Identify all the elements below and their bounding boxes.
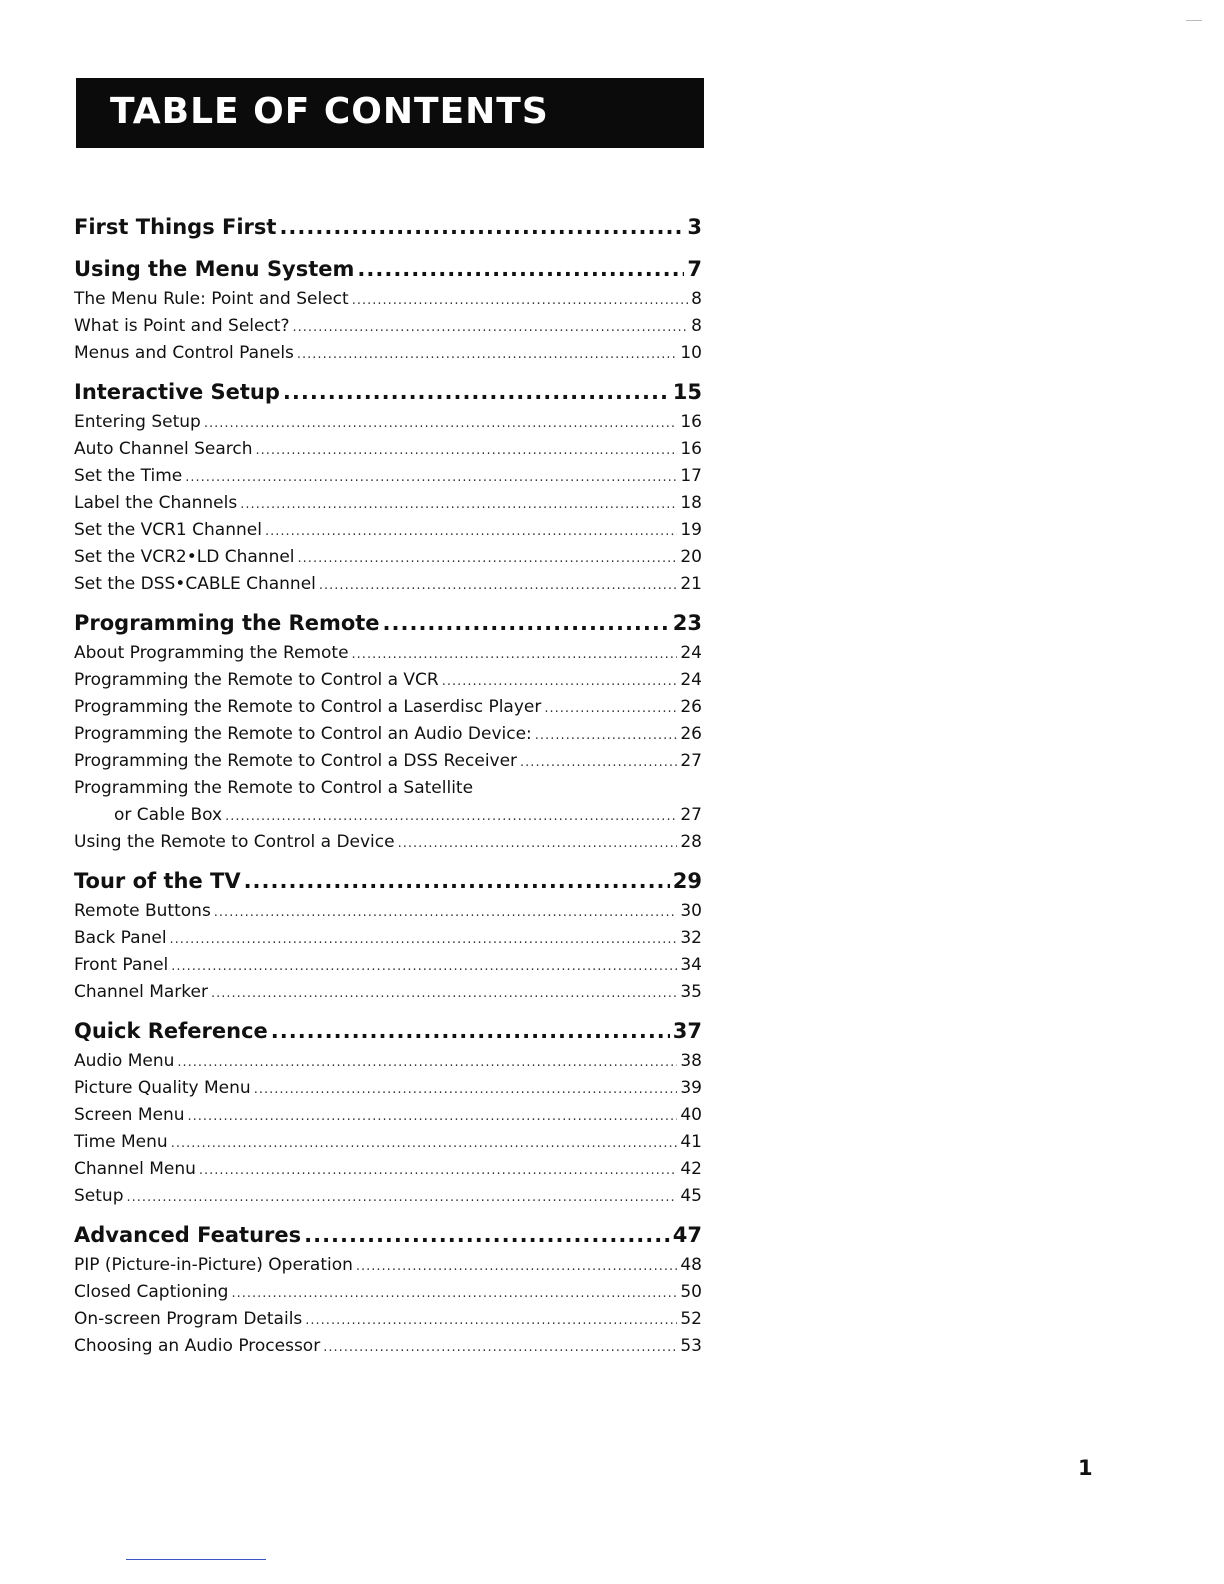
toc-section <box>74 1014 702 1210</box>
toc-section-heading[interactable] <box>74 1014 702 1048</box>
entry-page-number: 50 <box>680 1282 702 1302</box>
toc-entry[interactable] <box>74 667 702 694</box>
dot-leader <box>240 491 677 517</box>
toc-section-heading[interactable] <box>74 252 702 286</box>
dot-leader <box>126 1184 677 1210</box>
toc-entry[interactable] <box>74 898 702 925</box>
toc-section <box>74 210 702 244</box>
entry-title: Auto Channel Search <box>74 439 253 459</box>
dot-leader <box>293 314 689 340</box>
entry-title: Front Panel <box>74 955 169 975</box>
dot-leader <box>255 437 677 463</box>
entry-page-number: 45 <box>680 1186 702 1206</box>
entry-page-number: 52 <box>680 1309 702 1329</box>
entry-title: About Programming the Remote <box>74 643 349 663</box>
entry-page-number: 53 <box>680 1336 702 1356</box>
entry-page-number: 19 <box>680 520 702 540</box>
entry-title: Picture Quality Menu <box>74 1078 251 1098</box>
entry-title: Menus and Control Panels <box>74 343 294 363</box>
entry-title: What is Point and Select? <box>74 316 290 336</box>
entry-page-number: 18 <box>680 493 702 513</box>
toc-entry[interactable] <box>74 979 702 1006</box>
dot-leader <box>231 1280 677 1306</box>
dot-leader <box>271 1014 670 1048</box>
dot-leader <box>305 1307 677 1333</box>
entry-page-number: 39 <box>680 1078 702 1098</box>
section-title: Using the Menu System <box>74 257 355 281</box>
dot-leader <box>383 606 670 640</box>
entry-title: Programming the Remote to Control a Laserdisc Player <box>74 697 542 717</box>
section-title: First Things First <box>74 215 277 239</box>
entry-page-number: 24 <box>680 670 702 690</box>
dot-leader <box>357 252 684 286</box>
dot-leader <box>283 375 670 409</box>
dot-leader <box>304 1218 670 1252</box>
section-page-number: 47 <box>672 1223 702 1247</box>
entry-title: PIP (Picture-in-Picture) Operation <box>74 1255 353 1275</box>
entry-page-number: 27 <box>680 751 702 771</box>
toc-entry[interactable] <box>74 340 702 367</box>
entry-page-number: 26 <box>680 697 702 717</box>
toc-entry[interactable] <box>74 571 702 598</box>
dot-leader <box>298 545 678 571</box>
entry-page-number: 8 <box>691 289 702 309</box>
dot-leader <box>211 980 677 1006</box>
toc-entry[interactable] <box>74 1306 702 1333</box>
entry-title: Time Menu <box>74 1132 168 1152</box>
dot-leader <box>352 641 678 667</box>
toc-entry[interactable] <box>74 775 702 802</box>
entry-title: Programming the Remote to Control a DSS Receiver <box>74 751 518 771</box>
entry-title: Set the DSS•CABLE Channel <box>74 574 316 594</box>
dot-leader <box>535 722 678 748</box>
entry-title: Closed Captioning <box>74 1282 229 1302</box>
entry-title: Programming the Remote to Control a VCR <box>74 670 439 690</box>
entry-page-number: 10 <box>680 343 702 363</box>
entry-title: Choosing an Audio Processor <box>74 1336 321 1356</box>
dot-leader <box>214 899 678 925</box>
toc-entry[interactable] <box>74 640 702 667</box>
toc-entry[interactable] <box>74 748 702 775</box>
toc-section <box>74 1218 702 1360</box>
entry-page-number: 16 <box>680 412 702 432</box>
entry-page-number: 40 <box>680 1105 702 1125</box>
toc-entry[interactable] <box>74 490 702 517</box>
entry-title: Entering Setup <box>74 412 201 432</box>
toc-entry[interactable] <box>74 1183 702 1210</box>
toc-entry[interactable] <box>74 1156 702 1183</box>
toc-section <box>74 606 702 856</box>
section-page-number: 23 <box>672 611 702 635</box>
dot-leader <box>279 210 684 244</box>
entry-title: Using the Remote to Control a Device <box>74 832 395 852</box>
bottom-rule <box>126 1559 266 1560</box>
entry-page-number: 8 <box>691 316 702 336</box>
toc-section-heading[interactable] <box>74 1218 702 1252</box>
section-page-number: 29 <box>672 869 702 893</box>
toc-entry[interactable] <box>74 436 702 463</box>
toc-section-heading[interactable] <box>74 864 702 898</box>
toc-section-heading[interactable] <box>74 606 702 640</box>
entry-page-number: 30 <box>680 901 702 921</box>
entry-page-number: 21 <box>680 574 702 594</box>
entry-page-number: 32 <box>680 928 702 948</box>
toc-entry[interactable] <box>74 952 702 979</box>
section-page-number: 3 <box>687 215 702 239</box>
scan-mark <box>1186 20 1202 21</box>
toc-section <box>74 864 702 1006</box>
toc-entry[interactable] <box>74 1075 702 1102</box>
toc-entry[interactable] <box>74 517 702 544</box>
section-title: Programming the Remote <box>74 611 380 635</box>
toc-entry[interactable] <box>74 1333 702 1360</box>
dot-leader <box>356 1253 677 1279</box>
entry-title: Channel Marker <box>74 982 208 1002</box>
dot-leader <box>520 749 677 775</box>
entry-title: Set the VCR2•LD Channel <box>74 547 295 567</box>
entry-page-number: 17 <box>680 466 702 486</box>
dot-leader <box>352 287 688 313</box>
toc-entry[interactable] <box>74 925 702 952</box>
toc-entry[interactable] <box>74 313 702 340</box>
toc-section-heading[interactable] <box>74 210 702 244</box>
section-title: Advanced Features <box>74 1223 302 1247</box>
entry-title: Programming the Remote to Control an Audio Device: <box>74 724 532 744</box>
entry-title: On-screen Program Details <box>74 1309 303 1329</box>
dot-leader <box>204 410 678 436</box>
toc-entry[interactable] <box>74 463 702 490</box>
entry-title: The Menu Rule: Point and Select <box>74 289 349 309</box>
section-page-number: 15 <box>672 380 702 404</box>
toc-entry[interactable] <box>74 721 702 748</box>
entry-title: Channel Menu <box>74 1159 196 1179</box>
dot-leader <box>244 864 670 898</box>
dot-leader <box>171 953 677 979</box>
page-title: TABLE OF CONTENTS <box>110 91 549 132</box>
entry-title: Label the Channels <box>74 493 238 513</box>
dot-leader <box>225 803 677 829</box>
dot-leader <box>171 1130 678 1156</box>
dot-leader <box>254 1076 678 1102</box>
entry-page-number: 24 <box>680 643 702 663</box>
entry-page-number: 27 <box>680 805 702 825</box>
entry-title: Set the Time <box>74 466 183 486</box>
entry-page-number: 35 <box>680 982 702 1002</box>
entry-page-number: 42 <box>680 1159 702 1179</box>
toc-section-heading[interactable] <box>74 375 702 409</box>
dot-leader <box>185 464 677 490</box>
entry-title: Screen Menu <box>74 1105 185 1125</box>
dot-leader <box>199 1157 677 1183</box>
toc-entry[interactable] <box>74 694 702 721</box>
toc-section <box>74 375 702 598</box>
entry-page-number: 41 <box>680 1132 702 1152</box>
entry-page-number: 16 <box>680 439 702 459</box>
toc-entry[interactable] <box>74 1252 702 1279</box>
entry-title: or Cable Box <box>114 805 223 825</box>
page-number: 1 <box>1078 1456 1093 1480</box>
entry-page-number: 20 <box>680 547 702 567</box>
toc-entry[interactable] <box>74 1102 702 1129</box>
section-title: Tour of the TV <box>74 869 241 893</box>
entry-page-number: 26 <box>680 724 702 744</box>
entry-title: Set the VCR1 Channel <box>74 520 262 540</box>
entry-page-number: 28 <box>680 832 702 852</box>
entry-title: Programming the Remote to Control a Satellite <box>74 778 474 798</box>
section-page-number: 7 <box>687 257 702 281</box>
entry-title: Audio Menu <box>74 1051 175 1071</box>
entry-page-number: 34 <box>680 955 702 975</box>
toc-entry[interactable] <box>74 802 702 829</box>
dot-leader <box>188 1103 678 1129</box>
entry-page-number: 38 <box>680 1051 702 1071</box>
toc-entry[interactable] <box>74 544 702 571</box>
toc-section <box>74 252 702 367</box>
title-banner <box>76 78 704 148</box>
entry-title: Remote Buttons <box>74 901 211 921</box>
toc-entry[interactable] <box>74 1129 702 1156</box>
dot-leader <box>297 341 677 367</box>
section-page-number: 37 <box>672 1019 702 1043</box>
toc-entry[interactable] <box>74 1048 702 1075</box>
dot-leader <box>544 695 677 721</box>
dot-leader <box>319 572 677 598</box>
toc-entry[interactable] <box>74 409 702 436</box>
section-title: Interactive Setup <box>74 380 280 404</box>
table-of-contents <box>74 210 702 1368</box>
dot-leader <box>265 518 677 544</box>
entry-title: Back Panel <box>74 928 167 948</box>
dot-leader <box>398 830 678 856</box>
dot-leader <box>323 1334 677 1360</box>
entry-page-number: 48 <box>680 1255 702 1275</box>
section-title: Quick Reference <box>74 1019 268 1043</box>
entry-title: Setup <box>74 1186 124 1206</box>
dot-leader <box>170 926 678 952</box>
dot-leader <box>442 668 678 694</box>
toc-entry[interactable] <box>74 286 702 313</box>
toc-entry[interactable] <box>74 829 702 856</box>
dot-leader <box>177 1049 677 1075</box>
toc-entry[interactable] <box>74 1279 702 1306</box>
